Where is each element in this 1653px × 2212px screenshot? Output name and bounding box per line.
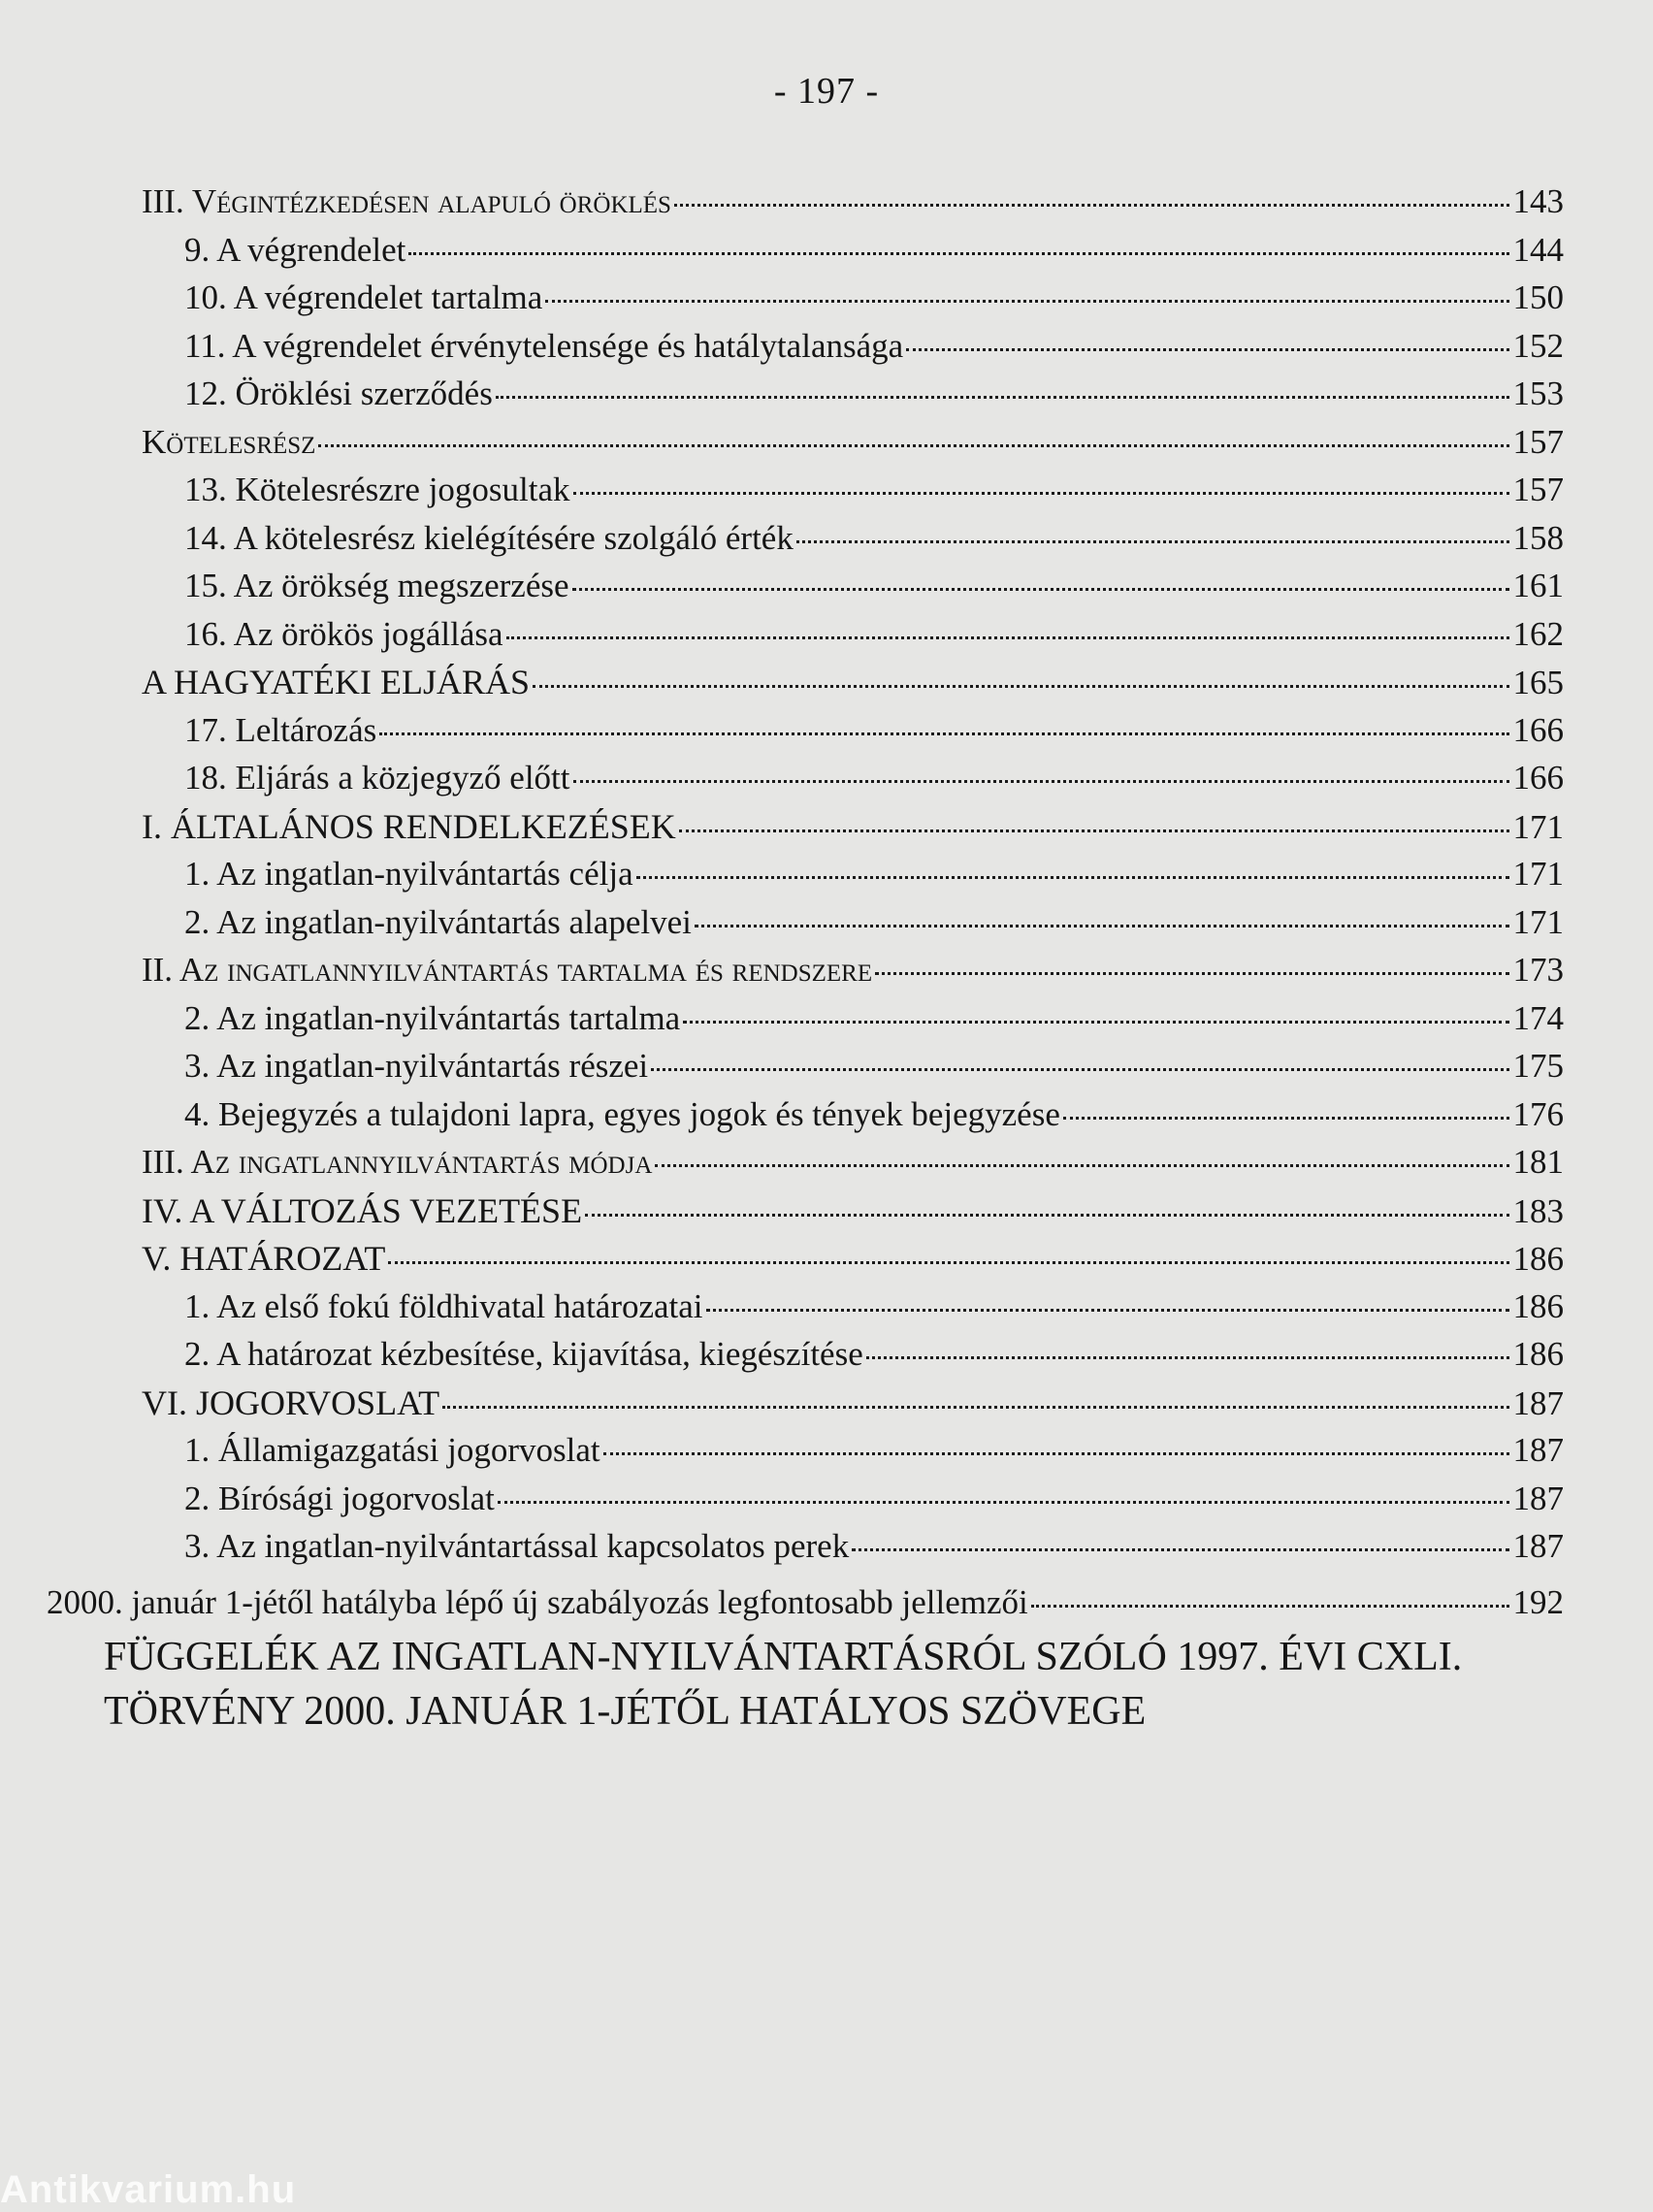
toc-entry-page: 174: [1512, 998, 1564, 1037]
toc-entry-title: 11. A végrendelet érvénytelensége és hatálytalansága: [184, 326, 904, 365]
toc-entry-page: 161: [1512, 567, 1564, 604]
toc-entry-title: IV. A VÁLTOZÁS VEZETÉSE: [142, 1190, 583, 1230]
appendix-heading-line-2: TÖRVÉNY 2000. JANUÁR 1-JÉTŐL HATÁLYOS SZÖVEGE: [104, 1689, 1147, 1734]
toc-entry: [184, 517, 1564, 566]
toc-entry-page: 171: [1512, 902, 1564, 941]
toc-entry: [184, 757, 1564, 805]
appendix-heading: [104, 1630, 1462, 1739]
dot-leader: [498, 1501, 1509, 1504]
toc-entry-title: A HAGYATÉKI ELJÁRÁS: [142, 663, 531, 701]
toc-entry: [184, 565, 1564, 613]
toc-entry: [142, 1382, 1564, 1430]
toc-entry: [142, 661, 1564, 709]
toc-entry-title: III. Végintézkedésen alapuló öröklés: [142, 182, 671, 220]
toc-entry-page: 186: [1512, 1335, 1564, 1373]
toc-entry: [47, 1581, 1564, 1630]
toc-entry-title: 2. Az ingatlan-nyilvántartás alapelvei: [184, 902, 692, 941]
toc-entry-page: 192: [1512, 1582, 1564, 1621]
dot-leader: [706, 1309, 1509, 1312]
dot-leader: [1031, 1605, 1509, 1608]
toc-entry-page: 144: [1512, 230, 1564, 269]
toc-entry: [184, 613, 1564, 662]
toc-entry-page: 150: [1512, 278, 1564, 316]
dot-leader: [683, 1021, 1508, 1024]
toc-entry-title: 15. Az örökség megszerzése: [184, 567, 569, 604]
toc-entry-page: 166: [1512, 759, 1564, 797]
toc-entry-page: 165: [1512, 664, 1564, 701]
toc-entry-title: 2. A határozat kézbesítése, kijavítása, kiegészítése: [184, 1335, 863, 1373]
toc-entry-page: 157: [1512, 471, 1564, 508]
toc-entry-title: 18. Eljárás a közjegyző előtt: [184, 759, 570, 797]
toc-entry: [184, 1285, 1564, 1334]
toc-entry-title: 3. Az ingatlan-nyilvántartással kapcsolatos perek: [184, 1527, 850, 1565]
toc-entry-page: 187: [1512, 1431, 1564, 1469]
toc-entry-title: 4. Bejegyzés a tulajdoni lapra, egyes jogok és tények bejegyzése: [184, 1094, 1060, 1133]
toc-entry: [184, 229, 1564, 277]
toc-entry: [142, 421, 1564, 470]
dot-leader: [674, 204, 1509, 207]
toc-entry-title: 1. Az ingatlan-nyilvántartás célja: [184, 855, 633, 893]
dot-leader: [442, 1406, 1508, 1409]
toc-entry: [184, 469, 1564, 517]
toc-entry-title: I. ÁLTALÁNOS RENDELKEZÉSEK: [142, 806, 676, 846]
dot-leader: [655, 1164, 1508, 1167]
dot-leader: [533, 685, 1508, 688]
dot-leader: [545, 300, 1508, 303]
toc-entry: [142, 1237, 1564, 1285]
toc-entry-page: 175: [1512, 1047, 1564, 1085]
toc-entry-title: 17. Leltározás: [184, 710, 377, 749]
toc-entry-page: 171: [1512, 807, 1564, 846]
toc-entry: [142, 949, 1564, 997]
toc-entry-title: 1. Államigazgatási jogorvoslat: [184, 1431, 600, 1469]
toc-entry: [184, 1525, 1564, 1574]
toc-entry-title: VI. JOGORVOSLAT: [142, 1382, 440, 1422]
toc-entry-page: 186: [1512, 1240, 1564, 1278]
dot-leader: [408, 252, 1508, 255]
toc-entry: [184, 709, 1564, 758]
toc-entry-title: 3. Az ingatlan-nyilvántartás részei: [184, 1047, 649, 1085]
dot-leader: [379, 732, 1508, 735]
dot-leader: [573, 780, 1509, 783]
toc-entry-title: V. HATÁROZAT: [142, 1239, 386, 1278]
toc-entry-title: 14. A kötelesrész kielégítésére szolgáló érték: [184, 518, 794, 557]
dot-leader: [679, 830, 1509, 832]
toc-entry-page: 183: [1512, 1191, 1564, 1230]
toc-entry: [142, 180, 1564, 229]
dot-leader: [852, 1548, 1508, 1551]
dot-leader: [875, 972, 1508, 975]
dot-leader: [651, 1068, 1508, 1071]
dot-leader: [1063, 1117, 1509, 1120]
dot-leader: [572, 588, 1509, 591]
dot-leader: [496, 396, 1509, 399]
toc-entry: [184, 901, 1564, 950]
toc-entry-page: 173: [1512, 951, 1564, 989]
toc-entry: [184, 1429, 1564, 1478]
toc-entry: [142, 1189, 1564, 1238]
toc-entry: [184, 1045, 1564, 1093]
toc-entry-page: 176: [1512, 1094, 1564, 1133]
dot-leader: [636, 876, 1509, 879]
dot-leader: [796, 540, 1509, 543]
toc-entry-title: 13. Kötelesrészre jogosultak: [184, 471, 570, 508]
toc-entry-title: Kötelesrész: [142, 422, 316, 461]
toc-entry-title: II. Az ingatlannyilvántartás tartalma és rendszere: [142, 951, 873, 989]
toc-entry-page: 187: [1512, 1479, 1564, 1517]
toc-entry-page: 158: [1512, 518, 1564, 557]
toc-entry-title: III. Az ingatlannyilvántartás módja: [142, 1143, 653, 1181]
toc-entry: [184, 276, 1564, 325]
toc-entry-page: 143: [1512, 182, 1564, 220]
toc-entry-title: 10. A végrendelet tartalma: [184, 278, 543, 316]
dot-leader: [906, 348, 1508, 351]
toc-entry-page: 187: [1512, 1383, 1564, 1422]
toc-entry: [184, 1478, 1564, 1526]
dot-leader: [506, 636, 1509, 639]
toc-entry: [184, 325, 1564, 374]
page-number: - 197 -: [773, 71, 880, 112]
toc-entry: [184, 1333, 1564, 1382]
dot-leader: [603, 1452, 1509, 1455]
toc-entry-page: 181: [1512, 1143, 1564, 1181]
toc-entry: [184, 997, 1564, 1046]
toc-entry-title: 2000. január 1-jétől hatályba lépő új szabályozás legfontosabb jellemzői: [47, 1582, 1028, 1621]
toc-entry-page: 187: [1512, 1527, 1564, 1565]
watermark-logo: Antikvarium.hu: [0, 2168, 297, 2211]
toc-entry: [184, 1093, 1564, 1142]
toc-entry-title: 1. Az első fokú földhivatal határozatai: [184, 1286, 703, 1325]
toc-entry-page: 162: [1512, 614, 1564, 653]
dot-leader: [585, 1214, 1508, 1217]
toc-entry-title: 9. A végrendelet: [184, 230, 406, 269]
toc-entry-page: 152: [1512, 326, 1564, 365]
dot-leader: [388, 1261, 1508, 1264]
dot-leader: [866, 1356, 1509, 1359]
toc-entry-title: 16. Az örökös jogállása: [184, 614, 503, 653]
toc-entry-title: 2. Az ingatlan-nyilvántartás tartalma: [184, 998, 681, 1037]
toc-entry: [184, 373, 1564, 421]
toc-entry: [142, 805, 1564, 854]
toc-entry-page: 171: [1512, 855, 1564, 893]
appendix-heading-line-1: FÜGGELÉK AZ INGATLAN-NYILVÁNTARTÁSRÓL SZÓLÓ 1997. ÉVI CXLI.: [104, 1635, 1463, 1679]
dot-leader: [573, 492, 1509, 495]
toc-entry-page: 186: [1512, 1286, 1564, 1325]
toc-entry-page: 166: [1512, 710, 1564, 749]
toc-entry-page: 157: [1512, 422, 1564, 461]
dot-leader: [695, 925, 1509, 927]
toc-entry-title: 2. Bírósági jogorvoslat: [184, 1479, 495, 1517]
dot-leader: [318, 444, 1508, 447]
toc-entry: [142, 1141, 1564, 1189]
toc-entry-page: 153: [1512, 374, 1564, 412]
toc-entry: [184, 853, 1564, 901]
toc-entry-title: 12. Öröklési szerződés: [184, 374, 493, 412]
